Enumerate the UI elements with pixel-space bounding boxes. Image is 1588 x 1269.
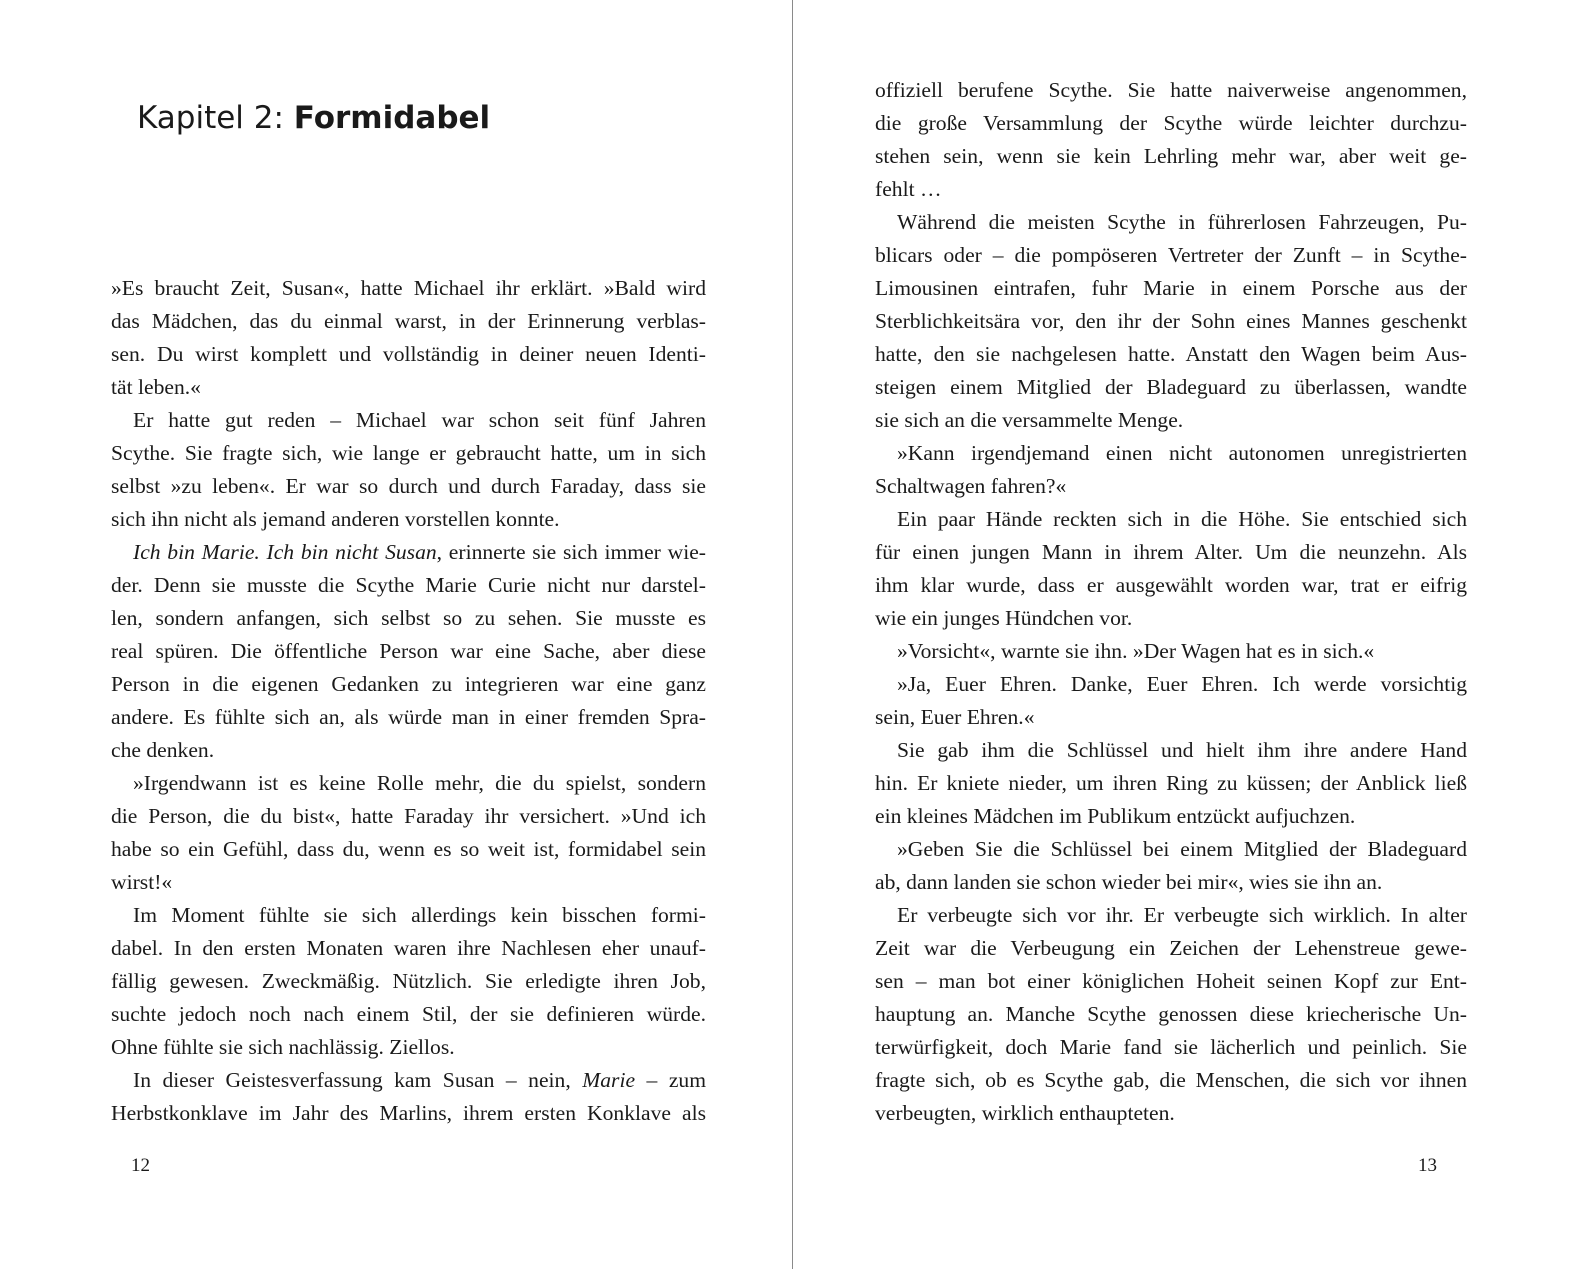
text-run: ein kleines Mädchen im Publikum entzückt aufjuchzen. [875, 804, 1356, 828]
text-line [111, 734, 706, 767]
text-line [111, 932, 706, 965]
text-line [111, 338, 706, 371]
text-run: sie sich an die versammelte Menge. [875, 408, 1184, 432]
text-run: »Vorsicht«, warnte sie ihn. »Der Wagen hat es in sich.« [897, 639, 1375, 663]
text-line [875, 239, 1467, 272]
text-run: die große Versammlung der Scythe würde leichter durchzu- [875, 111, 1467, 135]
text-line [875, 503, 1467, 536]
text-line [875, 866, 1467, 899]
text-line [875, 1031, 1467, 1064]
text-run: Ohne fühlte sie sich nachlässig. Ziellos. [111, 1035, 455, 1059]
text-run: offiziell berufene Scythe. Sie hatte naiverweise angenommen, [875, 78, 1467, 102]
text-line [875, 338, 1467, 371]
text-run: hauptung an. Manche Scythe genossen diese kriecherische Un- [875, 1002, 1467, 1026]
text-line [111, 767, 706, 800]
text-run: terwürfigkeit, doch Marie fand sie lächerlich und peinlich. Sie [875, 1035, 1467, 1059]
text-run: ab, dann landen sie schon wieder bei mir«, wies sie ihn an. [875, 870, 1383, 894]
text-run: In dieser Geistesverfassung kam Susan – nein, [133, 1068, 583, 1092]
text-line [111, 668, 706, 701]
italic-run: Marie [582, 1068, 636, 1092]
chapter-name: Formidabel [293, 100, 491, 136]
text-line [875, 668, 1467, 701]
text-run: real spüren. Die öffentliche Person war eine Sache, aber diese [111, 639, 706, 663]
text-run: hatte, den sie nachgelesen hatte. Anstatt den Wagen beim Aus- [875, 342, 1467, 366]
text-run: sen – man bot einer königlichen Hoheit seinen Kopf zur Ent- [875, 969, 1467, 993]
text-run: »Es braucht Zeit, Susan«, hatte Michael ihr erklärt. »Bald wird [111, 276, 706, 300]
text-line [875, 74, 1467, 107]
text-run: len, sondern anfangen, sich selbst so zu sehen. Sie musste es [111, 606, 706, 630]
text-line [875, 437, 1467, 470]
text-line [111, 305, 706, 338]
text-run: – zum [635, 1068, 706, 1092]
text-run: ihm klar wurde, dass er ausgewählt worden war, trat er eifrig [875, 573, 1467, 597]
text-run: steigen einem Mitglied der Bladeguard zu überlassen, wandte [875, 375, 1467, 399]
text-line [875, 899, 1467, 932]
text-line [111, 899, 706, 932]
text-line [875, 734, 1467, 767]
text-line [111, 701, 706, 734]
text-run: sich ihn nicht als jemand anderen vorstellen konnte. [111, 507, 560, 531]
text-line [875, 800, 1467, 833]
text-line [875, 470, 1467, 503]
text-line [111, 800, 706, 833]
text-run: »Kann irgendjemand einen nicht autonomen unregistrierten [897, 441, 1467, 465]
text-line [875, 272, 1467, 305]
text-run: che denken. [111, 738, 215, 762]
text-line [875, 173, 1467, 206]
text-line [875, 536, 1467, 569]
text-run: Während die meisten Scythe in führerlosen Fahrzeugen, Pu- [897, 210, 1467, 234]
text-line [111, 437, 706, 470]
text-line [875, 833, 1467, 866]
text-line [875, 1064, 1467, 1097]
text-run: fragte sich, ob es Scythe gab, die Menschen, die sich vor ihnen [875, 1068, 1467, 1092]
text-line [875, 998, 1467, 1031]
left-page [0, 0, 792, 1269]
text-line [875, 1097, 1467, 1130]
text-run: fällig gewesen. Zweckmäßig. Nützlich. Sie erledigte ihren Job, [111, 969, 706, 993]
text-line [111, 470, 706, 503]
text-run: verbeugten, wirklich enthaupteten. [875, 1101, 1175, 1125]
text-line [875, 965, 1467, 998]
text-run: »Geben Sie die Schlüssel bei einem Mitglied der Bladeguard [897, 837, 1467, 861]
text-run: wie ein junges Hündchen vor. [875, 606, 1133, 630]
text-run: stehen sein, wenn sie kein Lehrling mehr war, aber weit ge- [875, 144, 1467, 168]
text-line [111, 503, 706, 536]
text-run: suchte jedoch noch nach einem Stil, der sie definieren würde. [111, 1002, 706, 1026]
text-line [111, 1031, 706, 1064]
text-line [111, 1064, 706, 1097]
text-run: selbst »zu leben«. Er war so durch und durch Faraday, dass sie [111, 474, 706, 498]
text-run: Sie gab ihm die Schlüssel und hielt ihm ihre andere Hand [897, 738, 1467, 762]
text-line [111, 1097, 706, 1130]
text-line [111, 404, 706, 437]
text-run: »Ja, Euer Ehren. Danke, Euer Ehren. Ich werde vorsichtig [897, 672, 1467, 696]
text-run: Schaltwagen fahren?« [875, 474, 1067, 498]
text-run: Limousinen eintrafen, fuhr Marie in einem Porsche aus der [875, 276, 1467, 300]
text-line [875, 602, 1467, 635]
text-run: Person in die eigenen Gedanken zu integrieren war eine ganz [111, 672, 706, 696]
text-run: der. Denn sie musste die Scythe Marie Curie nicht nur darstel- [111, 573, 706, 597]
text-run: Scythe. Sie fragte sich, wie lange er gebraucht hatte, um in sich [111, 441, 706, 465]
text-run: blicars oder – die pompöseren Vertreter der Zunft – in Scythe- [875, 243, 1467, 267]
text-line [875, 107, 1467, 140]
text-run: für einen jungen Mann in ihrem Alter. Um die neunzehn. Als [875, 540, 1467, 564]
text-line [111, 602, 706, 635]
text-line [111, 272, 706, 305]
text-run: das Mädchen, das du einmal warst, in der Erinnerung verblas- [111, 309, 706, 333]
chapter-title [137, 100, 490, 136]
text-run: habe so ein Gefühl, dass du, wenn es so weit ist, formidabel sein [111, 837, 706, 861]
text-run: Er verbeugte sich vor ihr. Er verbeugte sich wirklich. In alter [897, 903, 1467, 927]
text-run: hin. Er kniete nieder, um ihren Ring zu küssen; der Anblick ließ [875, 771, 1467, 795]
text-line [111, 635, 706, 668]
text-run: Ein paar Hände reckten sich in die Höhe. Sie entschied sich [897, 507, 1467, 531]
text-line [875, 404, 1467, 437]
text-line [875, 371, 1467, 404]
text-line [111, 866, 706, 899]
text-line [111, 833, 706, 866]
text-run: sein, Euer Ehren.« [875, 705, 1035, 729]
text-run: tät leben.« [111, 375, 201, 399]
text-line [875, 569, 1467, 602]
text-run: die Person, die du bist«, hatte Faraday ihr versichert. »Und ich [111, 804, 706, 828]
text-run: Herbstkonklave im Jahr des Marlins, ihrem ersten Konklave als [111, 1101, 706, 1125]
text-line [111, 536, 706, 569]
text-line [875, 305, 1467, 338]
text-run: Sterblichkeitsära vor, den ihr der Sohn eines Mannes geschenkt [875, 309, 1467, 333]
left-page-body [111, 272, 706, 1130]
text-run: andere. Es fühlte sich an, als würde man in einer fremden Spra- [111, 705, 706, 729]
text-line [111, 965, 706, 998]
text-run: sen. Du wirst komplett und vollständig in deiner neuen Identi- [111, 342, 706, 366]
text-line [875, 701, 1467, 734]
text-run: wirst!« [111, 870, 173, 894]
text-run: »Irgendwann ist es keine Rolle mehr, die du spielst, sondern [133, 771, 706, 795]
page-number-left: 12 [131, 1155, 150, 1176]
text-run: , erinnerte sie sich immer wie- [436, 540, 706, 564]
text-line [875, 932, 1467, 965]
text-line [111, 998, 706, 1031]
text-run: Im Moment fühlte sie sich allerdings kein bisschen formi- [133, 903, 706, 927]
text-run: fehlt … [875, 177, 942, 201]
text-line [875, 140, 1467, 173]
text-line [875, 635, 1467, 668]
right-page-body [875, 74, 1467, 1130]
text-run: dabel. In den ersten Monaten waren ihre Nachlesen eher unauf- [111, 936, 706, 960]
text-run: Er hatte gut reden – Michael war schon seit fünf Jahren [133, 408, 706, 432]
text-line [111, 371, 706, 404]
text-line [875, 767, 1467, 800]
right-page [793, 0, 1588, 1269]
text-line [875, 206, 1467, 239]
italic-run: Ich bin Marie. Ich bin nicht Susan [133, 540, 437, 564]
text-run: Zeit war die Verbeugung ein Zeichen der Lehenstreue gewe- [875, 936, 1467, 960]
page-number-right: 13 [1418, 1155, 1437, 1176]
chapter-prefix: Kapitel 2: [137, 100, 294, 136]
text-line [111, 569, 706, 602]
